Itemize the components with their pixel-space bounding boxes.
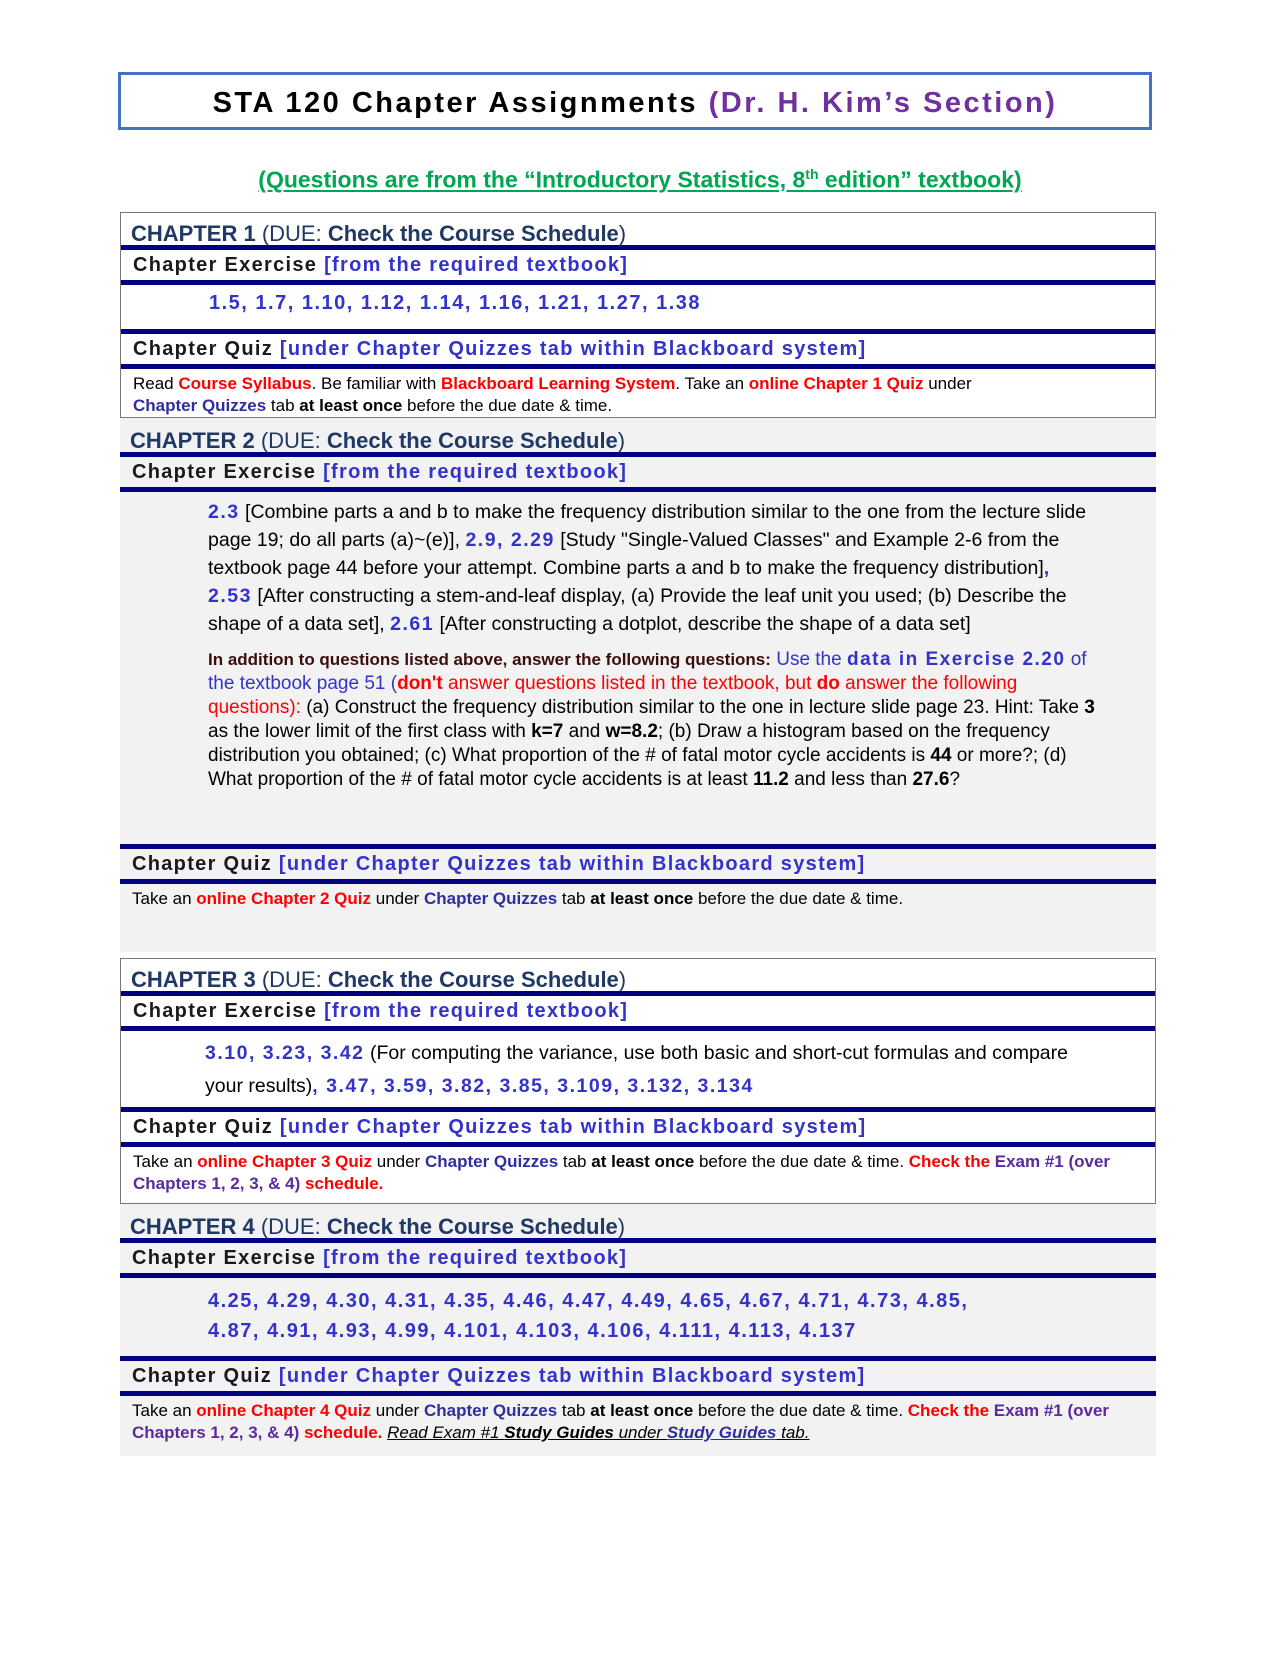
text-span: before the due date & time. (693, 1401, 908, 1420)
text-span: edition” textbook) (818, 166, 1022, 193)
text-span: Read (133, 374, 179, 393)
text-span: tab (557, 889, 591, 908)
text-span: 11.2 (752, 769, 789, 790)
chapter-2-exercises (120, 492, 1156, 638)
text-span: schedule. (299, 1423, 383, 1442)
text-span: [from the required textbook] (324, 254, 629, 276)
text-span: data in Exercise 2.20 (846, 649, 1066, 670)
text-span: CHAPTER 1 (131, 221, 256, 246)
text-span: under (372, 1152, 425, 1171)
chapter-1-exercises (121, 285, 1155, 329)
text-span: under (371, 889, 424, 908)
title-box (118, 72, 1152, 130)
text-span: (Dr. H. Kim’s Section) (708, 87, 1058, 119)
text-span: Check the (908, 1152, 991, 1171)
chapter-exercise-label (121, 250, 1155, 280)
text-span: , 3.47, 3.59, 3.82, 3.85, 3.109, 3.132, 3.134 (312, 1075, 754, 1097)
text-span: don't (397, 673, 443, 694)
chapter-4-quiz-text (120, 1396, 1156, 1444)
text-span: Blackboard Learning System (441, 374, 676, 393)
text-span: (DUE: (261, 967, 328, 992)
text-span: Chapter Quizzes (424, 1152, 559, 1171)
chapter-4-exercises (120, 1278, 1156, 1356)
text-span: online Chapter 3 Quiz (197, 1152, 373, 1171)
text-span: (DUE: (260, 1214, 327, 1239)
text-span: th (805, 166, 819, 182)
text-span: ; (b) Draw a histogram based on the frequency distribution you obtained; (c) What proportion of the # of fatal motor cycle accidents is (208, 721, 1050, 766)
text-span: [After constructing a dotplot, describe the shape of a data set] (434, 613, 971, 635)
text-span: Chapter Quizzes (423, 1401, 558, 1420)
text-span: [under Chapter Quizzes tab within Blackboard system] (279, 338, 867, 360)
text-span: . Be familiar with (311, 374, 442, 393)
text-span: Chapter Quiz (132, 1365, 273, 1387)
text-span: 2.3 (208, 501, 240, 523)
text-span: and less than (788, 769, 913, 790)
text-span: of the textbook page 51 ( (208, 649, 1087, 694)
text-span: 44 (930, 745, 952, 766)
text-span: [Combine parts a and b to make the frequency distribution similar to the one from the lecture slide page 19; do all parts (a)~(e)], (208, 501, 1087, 551)
text-span: CHAPTER 4 (130, 1214, 255, 1239)
chapter-quiz-label (120, 1361, 1156, 1391)
chapter-3-section (120, 958, 1156, 1204)
text-span: Chapter Exercise (133, 254, 318, 276)
text-span: at least once (299, 396, 403, 415)
text-span: answer the following questions): (208, 673, 1018, 718)
text-span: 2.53 (208, 585, 252, 607)
text-span: [under Chapter Quizzes tab within Blackboard system] (279, 1116, 867, 1138)
text-span: tab. (776, 1423, 810, 1442)
text-span: Use the (770, 649, 847, 670)
textbook-subtitle (0, 166, 1280, 194)
text-span: CHAPTER 3 (131, 967, 256, 992)
text-span: Read Exam #1 (387, 1423, 505, 1442)
text-span: Check the Course Schedule (326, 428, 618, 453)
chapter-4-section (120, 1204, 1156, 1456)
text-span: [Study "Single-Valued Classes" and Example 2-6 from the textbook page 44 before your attempt. Combine parts a and b to make the frequency distribution] (208, 529, 1060, 579)
text-span: CHAPTER 2 (130, 428, 255, 453)
text-span: [from the required textbook] (324, 1000, 629, 1022)
text-span: at least once (591, 1152, 695, 1171)
text-span: Check the Course Schedule (326, 1214, 618, 1239)
text-span: under (371, 1401, 424, 1420)
text-span: or more?; (d) What proportion of the # of fatal motor cycle accidents is at least (208, 745, 1067, 790)
chapter-exercise-label (120, 457, 1156, 487)
text-span: [from the required textbook] (323, 461, 628, 483)
text-span: before the due date & time. (402, 396, 613, 415)
text-span: ) (618, 967, 627, 992)
chapter-1-quiz-text (121, 369, 1155, 417)
text-span: (DUE: (261, 221, 328, 246)
chapter-quiz-label (121, 1112, 1155, 1142)
text-span: Take an (132, 889, 197, 908)
text-span: and (563, 721, 606, 742)
text-span: schedule. (300, 1174, 384, 1193)
text-span: 3.10, 3.23, 3.42 (205, 1042, 365, 1064)
text-span: Course Syllabus (178, 374, 312, 393)
text-span: Chapter Quiz (133, 338, 274, 360)
text-span: before the due date & time. (694, 1152, 909, 1171)
text-span: 3 (1084, 697, 1095, 718)
text-span: 2.9, 2.29 (465, 529, 555, 551)
text-span: [After constructing a stem-and-leaf display, (a) Provide the leaf unit you used; (b) Describe the shape of a data set], (208, 585, 1067, 635)
chapter-quiz-label (120, 849, 1156, 879)
text-span: online Chapter 1 Quiz (748, 374, 924, 393)
chapter-4-header (120, 1204, 1156, 1238)
text-span: 1.5, 1.7, 1.10, 1.12, 1.14, 1.16, 1.21, 1.27, 1.38 (209, 292, 701, 314)
chapter-3-quiz-text (121, 1147, 1155, 1195)
chapter-exercise-label (121, 996, 1155, 1026)
text-span: [under Chapter Quizzes tab within Blackboard system] (278, 1365, 866, 1387)
text-span: Chapter Quizzes (133, 396, 267, 415)
text-span: online Chapter 4 Quiz (196, 1401, 372, 1420)
chapter-2-section (120, 418, 1156, 952)
text-span: Exam #1 (over Chapters 1, 2, 3, & 4) (132, 1401, 1110, 1442)
text-span: Chapter Exercise (132, 461, 317, 483)
text-span: Chapter Exercise (132, 1247, 317, 1269)
text-span: (Questions are from the “Introductory Statistics, 8 (258, 166, 806, 193)
text-span: tab (266, 396, 300, 415)
text-span: ) (617, 1214, 626, 1239)
text-span: 4.25, 4.29, 4.30, 4.31, 4.35, 4.46, 4.47, 4.49, 4.65, 4.67, 4.71, 4.73, 4.85, (208, 1290, 969, 1312)
chapter-1-header (121, 213, 1155, 245)
chapter-1-section (120, 212, 1156, 418)
text-span: Chapter Quiz (132, 853, 273, 875)
chapter-2-header (120, 418, 1156, 452)
text-span: STA 120 Chapter Assignments (212, 87, 699, 119)
text-span: k=7 (531, 721, 564, 742)
text-span: Chapter Quiz (133, 1116, 274, 1138)
chapter-3-exercises (121, 1031, 1155, 1107)
text-span: In addition to questions listed above, answer the following questions: (208, 650, 771, 669)
text-span: 27.6 (912, 769, 950, 790)
text-span: , (1043, 557, 1051, 579)
text-span: at least once (590, 889, 694, 908)
text-span: (a) Construct the frequency distribution similar to the one in lecture slide page 23. Hint: Take (300, 697, 1085, 718)
chapter-2-additional-questions (120, 638, 1156, 792)
text-span: tab (557, 1401, 591, 1420)
text-span: under (923, 374, 972, 393)
text-span: Take an (133, 1152, 198, 1171)
text-span: ? (949, 769, 961, 790)
text-span: (For computing the variance, use both basic and short-cut formulas and compare your results) (205, 1042, 1068, 1097)
text-span: [from the required textbook] (323, 1247, 628, 1269)
text-span: Study Guides (504, 1423, 614, 1442)
text-span: before the due date & time. (693, 889, 904, 908)
text-span: Study Guides (666, 1423, 777, 1442)
text-span: Check the Course Schedule (327, 221, 619, 246)
text-span: ) (617, 428, 626, 453)
text-span: tab (558, 1152, 592, 1171)
text-span: do (816, 673, 840, 694)
text-span: [under Chapter Quizzes tab within Blackboard system] (278, 853, 866, 875)
text-span: Exam #1 (over Chapters 1, 2, 3, & 4) (133, 1152, 1111, 1193)
chapter-3-header (121, 959, 1155, 991)
text-span: Chapter Exercise (133, 1000, 318, 1022)
text-span: (DUE: (260, 428, 327, 453)
text-span: under (613, 1423, 667, 1442)
text-span: Check the (907, 1401, 990, 1420)
text-span: ) (618, 221, 627, 246)
text-span: Take an (132, 1401, 197, 1420)
text-span: 2.61 (390, 613, 435, 635)
page-title (213, 87, 1058, 120)
text-span: . Take an (675, 374, 749, 393)
chapter-2-quiz-text (120, 884, 1156, 910)
chapter-exercise-label (120, 1243, 1156, 1273)
text-span: Check the Course Schedule (327, 967, 619, 992)
text-span: w=8.2 (605, 721, 658, 742)
text-span: answer questions listed in the textbook, but (442, 673, 817, 694)
text-span: Chapter Quizzes (423, 889, 558, 908)
text-span: online Chapter 2 Quiz (196, 889, 372, 908)
text-span: 4.87, 4.91, 4.93, 4.99, 4.101, 4.103, 4.106, 4.111, 4.113, 4.137 (208, 1320, 857, 1342)
text-span: as the lower limit of the first class with (208, 721, 532, 742)
chapter-quiz-label (121, 334, 1155, 364)
text-span: at least once (590, 1401, 694, 1420)
